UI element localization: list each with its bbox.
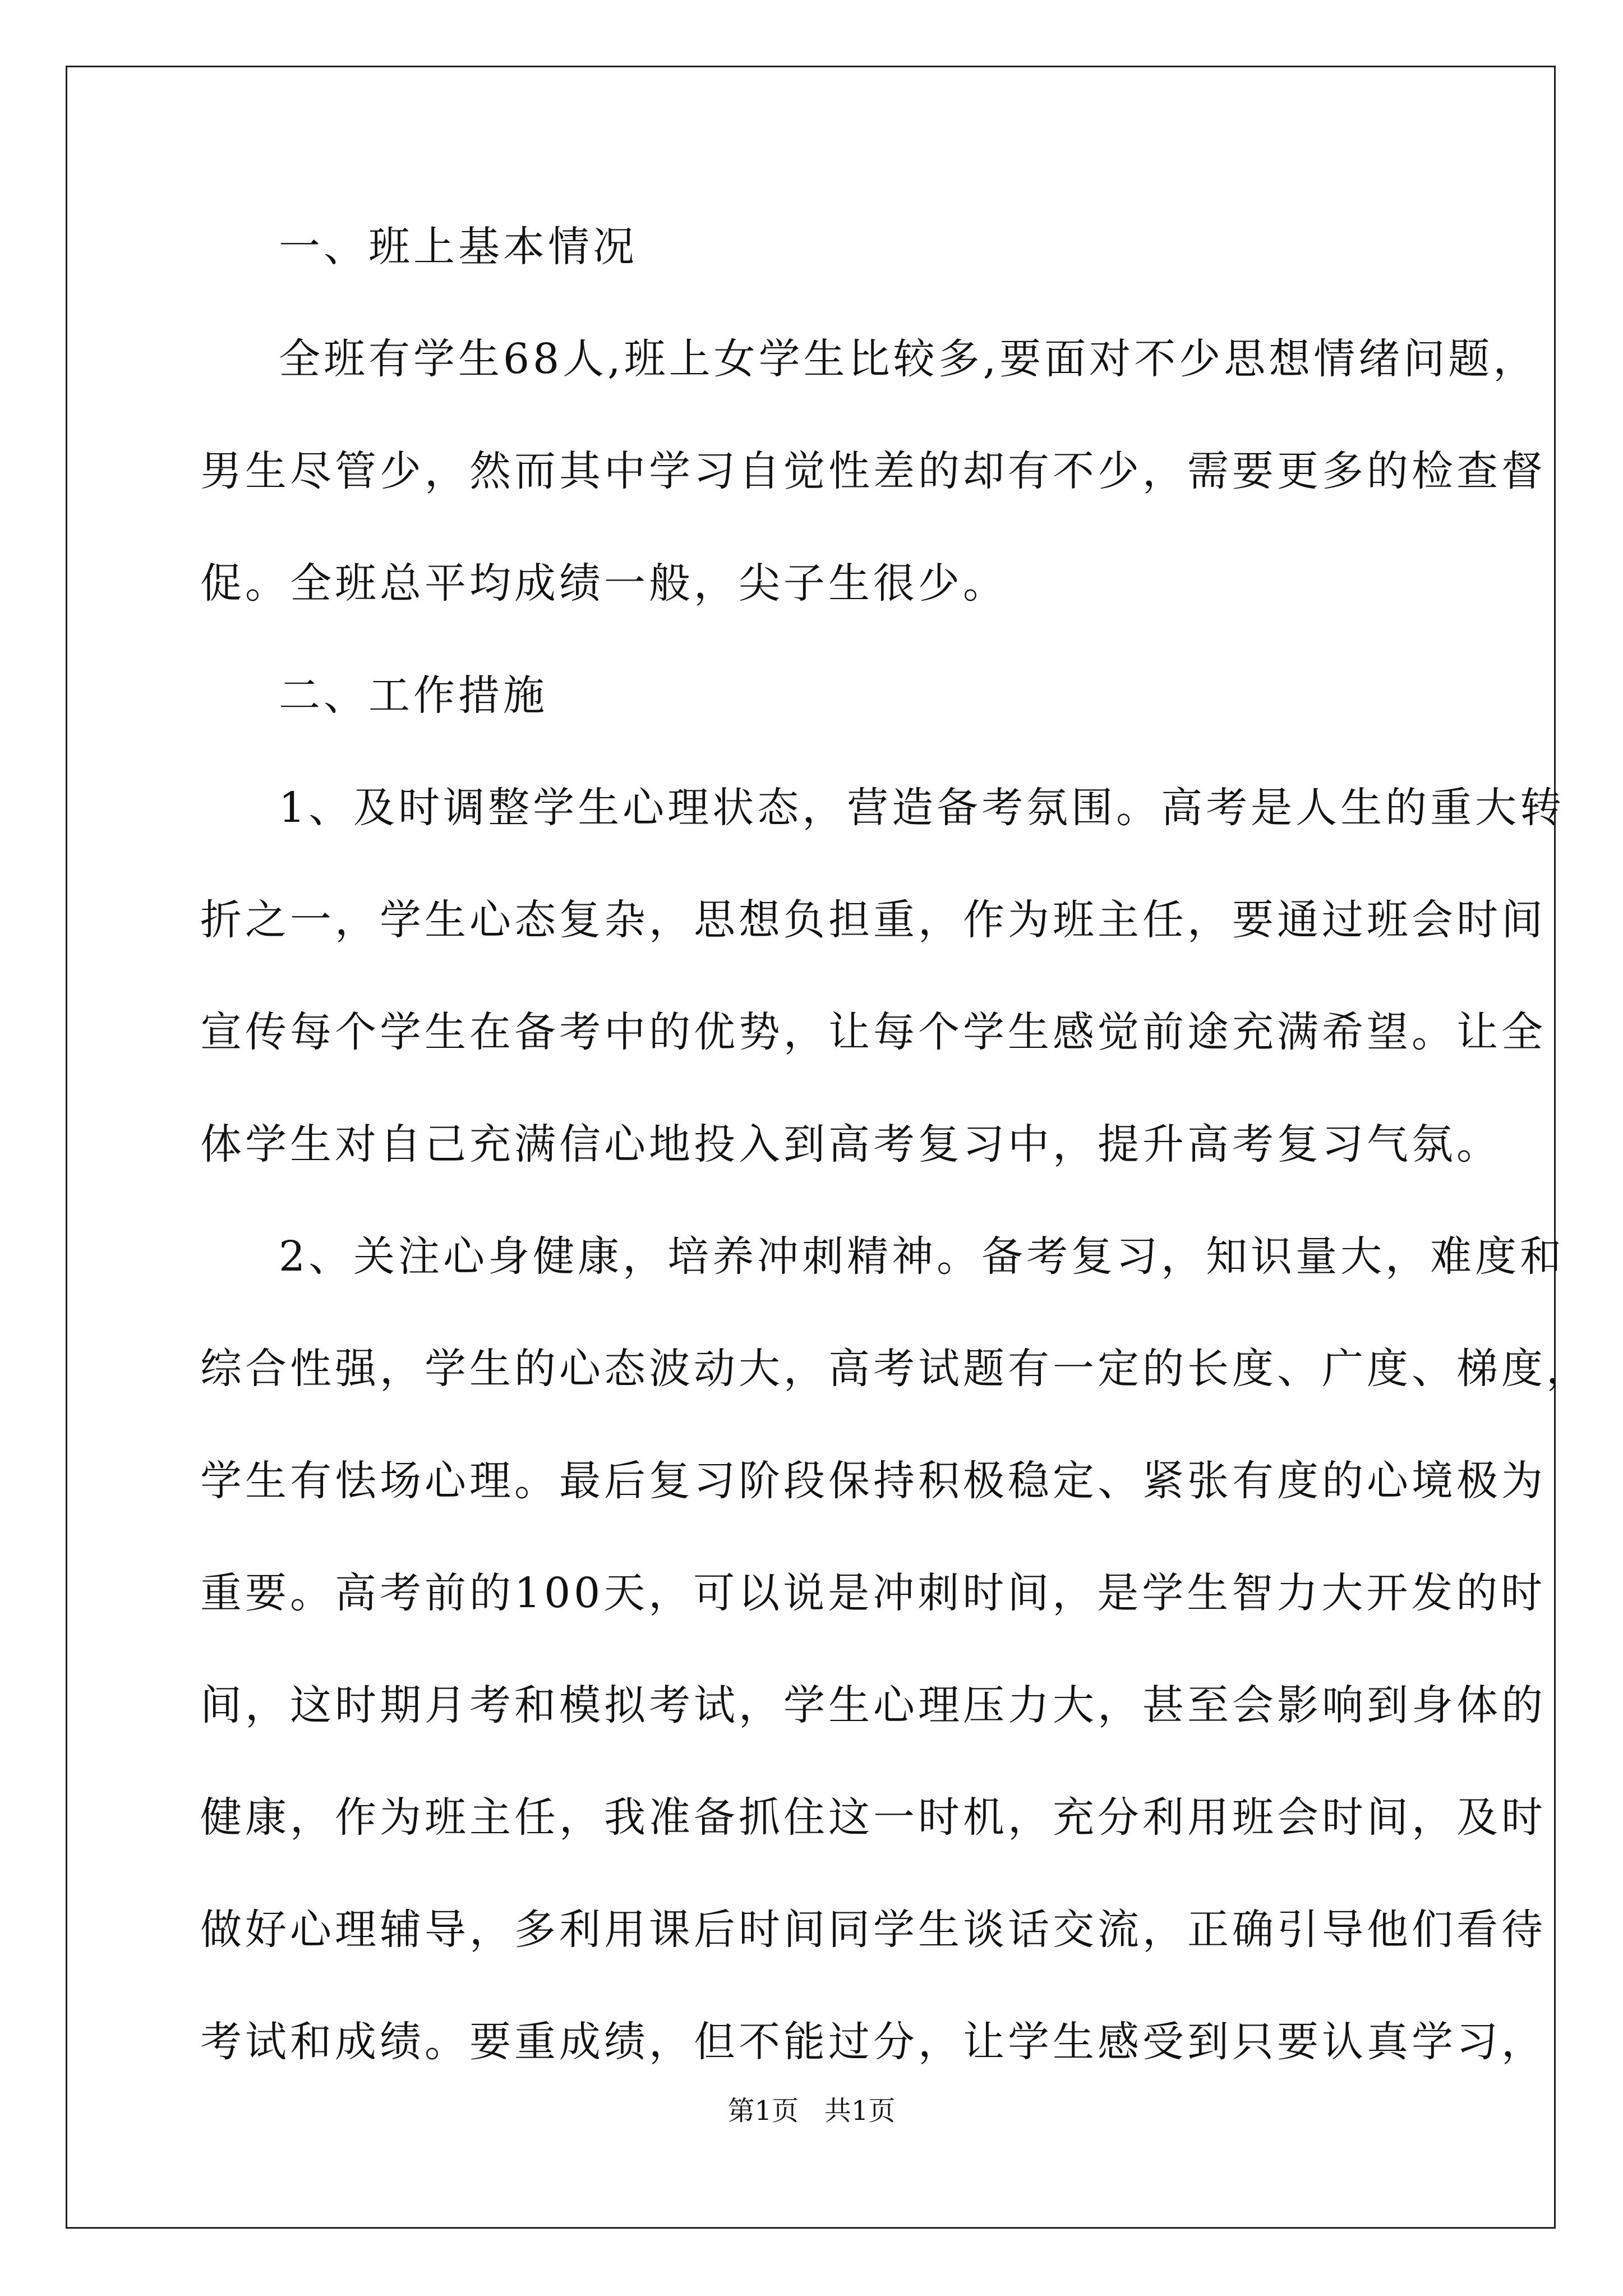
paragraph-line: 1、及时调整学生心理状态，营造备考氛围。高考是人生的重大转 <box>279 784 1565 832</box>
paragraph-line: 综合性强，学生的心态波动大，高考试题有一定的长度、广度、梯度， <box>200 1345 1591 1393</box>
paragraph-line: 2、关注心身健康，培养冲刺精神。备考复习，知识量大，难度和 <box>279 1232 1565 1281</box>
paragraph-line: 间，这时期月考和模拟考试，学生心理压力大，甚至会影响到身体的 <box>200 1681 1546 1729</box>
paragraph-line: 宣传每个学生在备考中的优势，让每个学生感觉前途充满希望。让全 <box>200 1008 1546 1056</box>
page-footer: 第1页 共1页 <box>727 2095 896 2127</box>
paragraph-line: 全班有学生68人,班上女学生比较多,要面对不少思想情绪问题， <box>279 335 1538 383</box>
paragraph-line: 男生尽管少，然而其中学习自觉性差的却有不少，需要更多的检查督 <box>200 447 1546 495</box>
paragraph-line: 考试和成绩。要重成绩，但不能过分，让学生感受到只要认真学习， <box>200 2018 1546 2066</box>
paragraph-line: 促。全班总平均成绩一般，尖子生很少。 <box>200 559 1008 608</box>
paragraph-line: 做好心理辅导，多利用课后时间同学生谈话交流，正确引导他们看待 <box>200 1906 1546 1954</box>
paragraph-line: 健康，作为班主任，我准备抓住这一时机，充分利用班会时间，及时 <box>200 1793 1546 1842</box>
paragraph-line: 重要。高考前的100天，可以说是冲刺时间，是学生智力大开发的时 <box>200 1569 1546 1617</box>
paragraph-line: 体学生对自己充满信心地投入到高考复习中，提升高考复习气氛。 <box>200 1120 1501 1168</box>
paragraph-line: 学生有怯场心理。最后复习阶段保持积极稳定、紧张有度的心境极为 <box>200 1457 1546 1505</box>
paragraph-line: 折之一，学生心态复杂，思想负担重，作为班主任，要通过班会时间 <box>200 896 1546 944</box>
heading-work-measures: 二、工作措施 <box>279 671 548 720</box>
heading-basic-situation: 一、班上基本情况 <box>279 223 638 271</box>
